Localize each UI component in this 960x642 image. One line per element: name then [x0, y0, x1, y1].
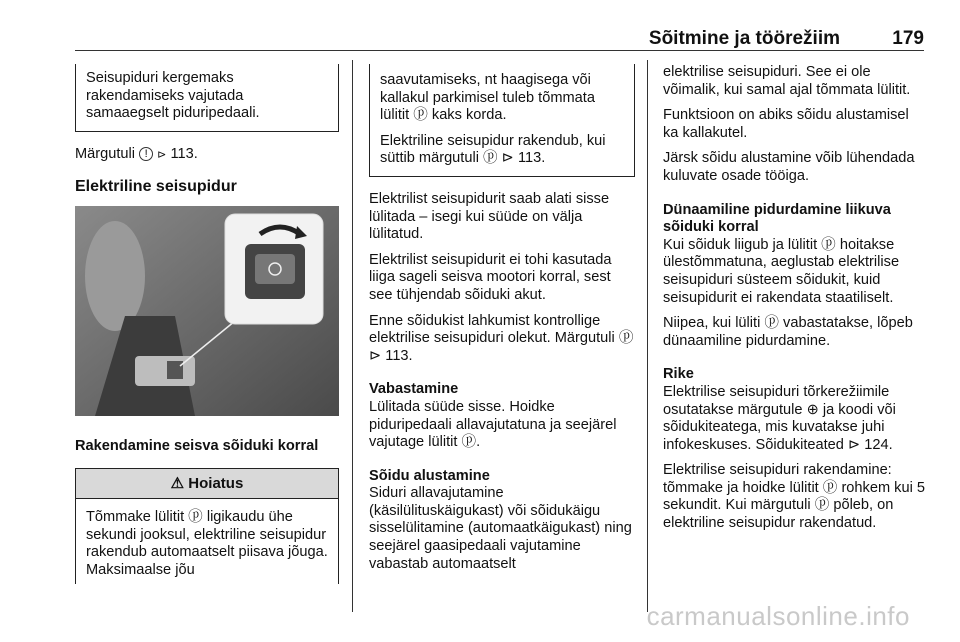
paragraph: Elektrilise seisupiduri rakendamine: tõmmake ja hoidke lülitit ⓟ rohkem kui 5 sekundit. Kui märgutuli ⓟ põleb, on elektriline seisupidur rakendatud.	[663, 462, 925, 532]
paragraph: Elektrilist seisupidurit ei tohi kasutada liiga sageli seisva mootori korral, sest see tühjendab sõiduki akut.	[369, 251, 612, 303]
warning-cont-p1: saavutamiseks, nt haagisega või kallakul parkimisel tuleb tõmmata lülitit ⓟ kaks korda.	[380, 72, 595, 124]
paragraph: Kui sõiduk liigub ja lülitit ⓟ hoitakse ülestõmmatuna, aeglustab elektrilise seisupiduri süsteem sõidukit, kuid seisupidurit ei rakendata staatiliselt.	[663, 236, 900, 306]
paragraph: Siduri allavajutamine (käsilülituskäigukast) või sõidukäigu sisselülitamine (automaatkäigukast) ning seejärel gaasipedaali vajutamine vabastab automaatselt	[369, 485, 632, 572]
cross-ref-icon: ⊳	[157, 148, 167, 161]
photo-caption: Rakendamine seisva sõiduki korral	[75, 437, 319, 454]
brake-warning-icon: !	[139, 147, 153, 161]
paragraph: Niipea, kui lüliti ⓟ vabastatakse, lõpeb dünaamiline pidurdamine.	[663, 315, 913, 349]
subheading-start: Sõidu alustamine	[369, 467, 490, 484]
paragraph: Enne sõidukist lahkumist kontrollige elektrilise seisupiduri olekut. Märgutuli ⓟ ⊳ 113.	[369, 312, 634, 364]
warning-box-continued	[369, 64, 635, 177]
paragraph: Lülitada süüde sisse. Hoidke piduripedaali allavajutatuna ja seejärel vajutage lülitit ⓟ.	[369, 398, 617, 451]
column-divider-2	[647, 60, 648, 612]
parking-brake-photo	[75, 206, 339, 416]
column-divider-1	[352, 60, 353, 612]
warning-icon: ⚠	[170, 474, 185, 492]
warning-box	[75, 468, 339, 584]
indicator-line: Märgutuli ! ⊳ 113.	[75, 145, 198, 162]
watermark: carmanualsonline.info	[646, 601, 910, 631]
column-1	[75, 64, 339, 584]
paragraph: elektrilise seisupiduri. See ei ole võimalik, kui samal ajal tõmmata lülitit.	[663, 64, 911, 98]
subheading-dynamic: Dünaamiline pidurdamine liikuva sõiduki korral	[663, 201, 891, 236]
header-title: Sõitmine ja töörežiim	[648, 28, 840, 49]
paragraph: Elektrilist seisupidurit saab alati sisse lülitada – isegi kui süüde on välja lülitatud.	[369, 190, 610, 243]
warning-text: Tõmmake lülitit ⓟ ligikaudu ühe sekundi jooksul, elektriline seisupidur rakendub automaatselt piisava jõuga. Maksimaalse jõu	[86, 509, 328, 578]
paragraph: Järsk sõidu alustamine võib lühendada kuluvate osade tööiga.	[663, 150, 915, 184]
column-2	[369, 64, 635, 581]
warning-cont-p2: Elektriline seisupidur rakendub, kui süttib märgutuli ⓟ ⊳ 113.	[380, 132, 606, 167]
subheading-release: Vabastamine	[369, 381, 459, 398]
section-heading: Elektriline seisupidur	[75, 178, 237, 196]
continued-note-box	[75, 64, 339, 132]
column-3	[663, 64, 925, 541]
page-number: 179	[892, 28, 924, 49]
paragraph: Elektrilise seisupiduri tõrkerežiimile osutatakse märgutule ⊕ ja koodi või sõidukiteatega, mis kuvatakse juhi infokeskuses. Sõidukiteated ⊳ 124.	[663, 383, 896, 453]
header-rule	[75, 50, 924, 51]
warning-header: ⚠ Hoiatus	[76, 469, 338, 500]
note-text: Seisupiduri kergemaks rakendamiseks vajutada samaaegselt piduripedaali.	[86, 70, 260, 122]
console-illustration	[75, 206, 339, 416]
subheading-fault: Rike	[663, 366, 694, 383]
paragraph: Funktsioon on abiks sõidu alustamisel ka kallakutel.	[663, 107, 909, 141]
